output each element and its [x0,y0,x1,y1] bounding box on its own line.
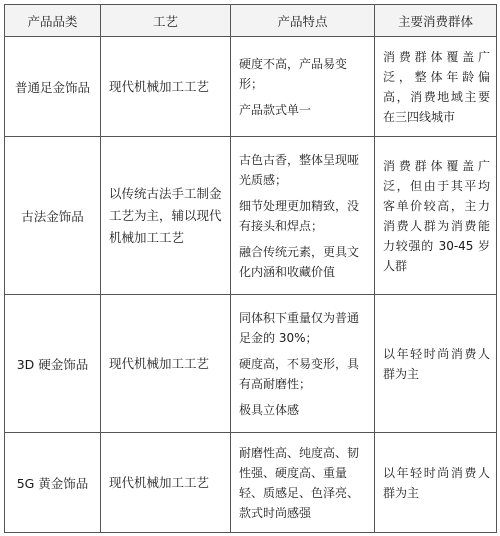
table-row [5,433,497,533]
table-row [5,37,497,137]
category-cell: 3D 硬金饰品 [5,295,101,433]
table-row [5,295,497,433]
table-row [5,137,497,295]
category-cell: 古法金饰品 [5,137,101,295]
craft-cell: 以传统古法手工制金工艺为主，辅以现代机械加工工艺 [101,137,231,295]
audience-cell: 以年轻时尚消费人群为主 [375,295,497,433]
feature-item: 极具立体感 [239,402,300,417]
audience-cell: 消费群体覆盖广泛，整体年龄偏高，消费地域主要在三四线城市 [375,37,497,137]
features-cell [231,37,375,137]
features-cell [231,295,375,433]
header-category: 产品品类 [5,5,101,37]
audience-cell: 消费群体覆盖广泛，但由于其平均客单价较高，主力消费人群为消费能力较强的 30-45 岁人群 [375,137,497,295]
feature-item: 硬度高，不易变形，具有高耐磨性； [239,356,360,391]
category-cell: 普通足金饰品 [5,37,101,137]
craft-cell: 现代机械加工工艺 [101,37,231,137]
feature-item: 硬度不高，产品易变形； [239,56,348,91]
audience-cell: 以年轻时尚消费人群为主 [375,433,497,533]
header-craft: 工艺 [101,5,231,37]
header-audience: 主要消费群体 [375,5,497,37]
product-comparison-table [4,4,497,533]
feature-item: 耐磨性高、纯度高、韧性强、硬度高、重量轻、质感足、色泽亮、款式时尚感强 [239,445,360,520]
features-cell [231,433,375,533]
features-cell [231,137,375,295]
table-header-row [5,5,497,37]
feature-item: 同体积下重量仅为普通足金的 30%； [239,310,360,345]
feature-item: 细节处理更加精致，没有接头和焊点； [239,198,360,233]
category-cell: 5G 黄金饰品 [5,433,101,533]
feature-item: 古色古香，整体呈现哑光质感； [239,152,360,187]
craft-cell: 现代机械加工工艺 [101,295,231,433]
header-features: 产品特点 [231,5,375,37]
craft-cell: 现代机械加工工艺 [101,433,231,533]
feature-item: 产品款式单一 [239,102,312,117]
feature-item: 融合传统元素，更具文化内涵和收藏价值 [239,244,360,279]
